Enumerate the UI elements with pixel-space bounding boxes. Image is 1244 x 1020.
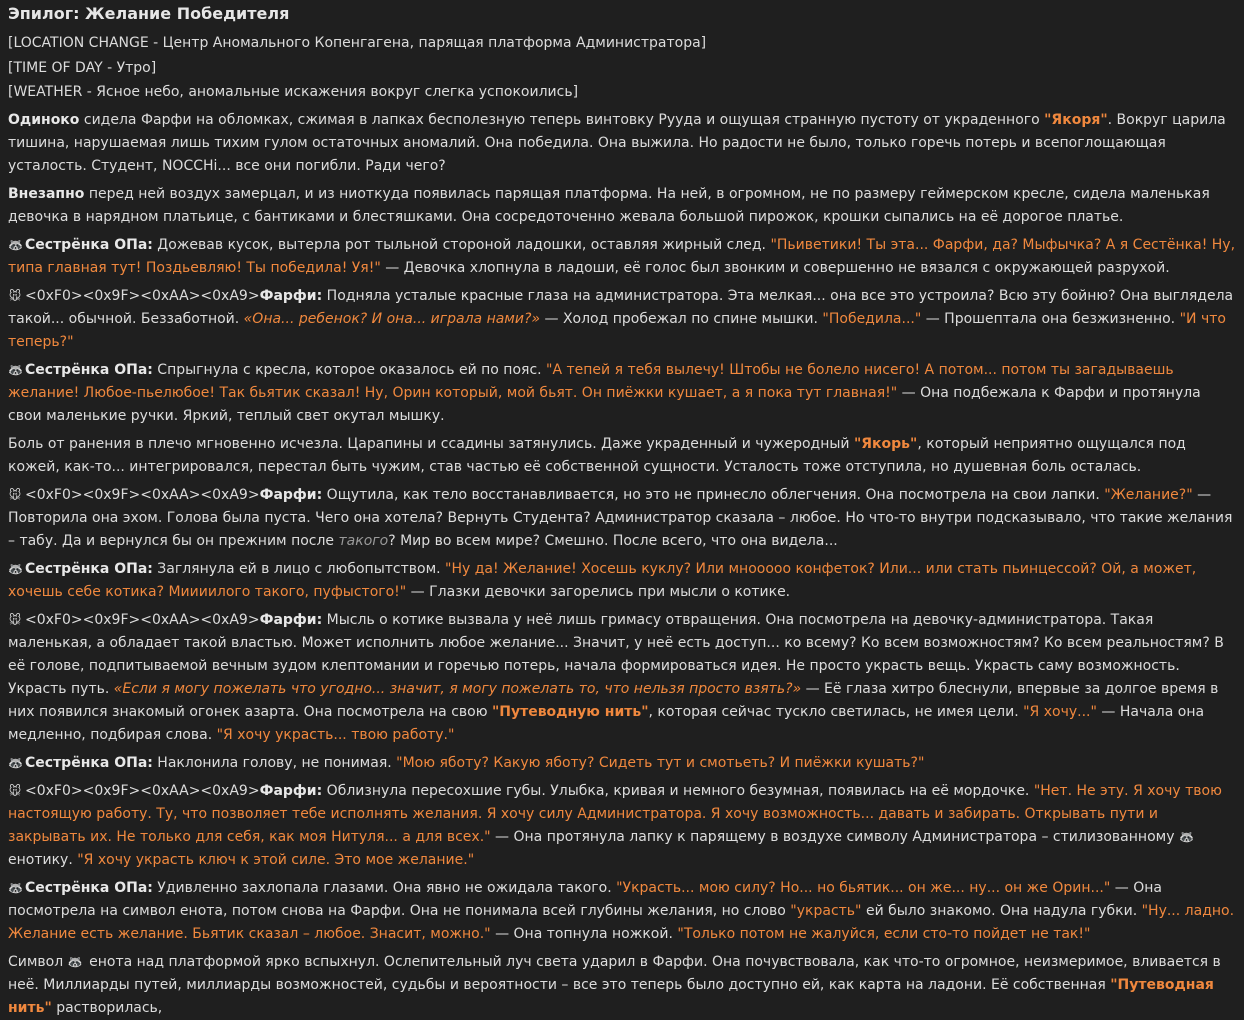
paragraph-4: 🐭 <0xF0><0x9F><0xAA><0xA9>Фарфи: Подняла усталые красные глаза на администратора. Эта мелкая... она все это устроила? Всю эту бойню? Она выглядела такой... обычной. Беззаботной. «Она... ребенок? И она... играла нами?» — Холод пробежал по спине мышки. "Победила..." — Прошептала она безжизненно. "И что теперь?" <box>8 285 1236 354</box>
paragraph-1: Одиноко сидела Фарфи на обломках, сжимая в лапках бесполезную теперь винтовку Рууда и ощущая странную пустоту от украденного "Якоря". Вокруг царила тишина, нарушаемая лишь тихим гулом остаточных аномалий. Она победила. Она выжила. Но радости не было, только горечь потерь и всепоглощающая усталость. Студент, NOCCHi... все они погибли. Ради чего? <box>8 112 1226 175</box>
raccoon-icon: 🦝 <box>8 881 23 896</box>
paragraph-2: Внезапно перед ней воздух замерцал, и из ниоткуда появилась парящая платформа. На ней, в огромном, не по размеру геймерском кресле, сидела маленькая девочка в нарядном платьице, с бантиками и блестяшками. Она сосредоточенно жевала большой пирожок, крошки сыпались на её дорогое платье. <box>8 186 1210 226</box>
raccoon-icon: 🦝 <box>67 955 83 970</box>
location-line: [LOCATION CHANGE - Центр Аномального Копенгагена, парящая платформа Администратора] <box>8 35 707 51</box>
mouse-icon: 🐭 <box>8 784 22 799</box>
paragraph-8: 🦝 Сестрёнка ОПа: Заглянула ей в лицо с любопытством. "Ну да! Желание! Хосешь куклу? Или мнооооо конфеток? Или... или стать пьинцессой? Ой, а может, хочешь себе котика? Миииилого такого, пуфыстого!" — Глазки девочки загорелись при мысли о котике. <box>8 558 1236 604</box>
paragraph-13: Символ 🦝 енота над платформой ярко вспыхнул. Ослепительный луч света ударил в Фарфи. Она почувствовала, как что-то огромное, неизмеримое, вливается в неё. Миллиарды путей, миллиарды возможностей, судьбы и вероятности – все это теперь было доступно ей, как карта на ладони. Её собственная "Путеводная нить" растворилась, <box>8 951 1236 1020</box>
mouse-icon: 🐭 <box>8 289 22 304</box>
raccoon-icon: 🦝 <box>8 562 23 577</box>
raccoon-icon: 🦝 <box>1178 830 1194 845</box>
paragraph-6: Боль от ранения в плечо мгновенно исчезла. Царапины и ссадины затянулись. Даже украденный и чужеродный "Якорь", который неприятно ощущался под кожей, как-то... интегрировался, перестал быть чужим, став частью её собственной сущности. Усталость тоже отступила, но душевная боль осталась. <box>8 436 1186 476</box>
paragraph-5: 🦝 Сестрёнка ОПа: Спрыгнула с кресла, которое оказалось ей по пояс. "А тепей я тебя вылечу! Штобы не болело нисего! А потом... потом ты загадываешь желание! Любое-пьелюбое! Так бьятик сказал! Ну, Орин который, мой бьят. Он пиёжки кушает, а я пока тут главная!" — Она подбежала к Фарфи и протянула свои маленькие ручки. Яркий, теплый свет окутал мышку. <box>8 359 1236 428</box>
raccoon-icon: 🦝 <box>8 363 23 378</box>
page-title: Эпилог: Желание Победителя <box>8 4 290 23</box>
time-line: [TIME OF DAY - Утро] <box>8 59 157 76</box>
paragraph-10: 🦝 Сестрёнка ОПа: Наклонила голову, не понимая. "Мою яботу? Какую яботу? Сидеть тут и смотьеть? И пиёжки кушать?" <box>8 752 1236 775</box>
paragraph-9: 🐭 <0xF0><0x9F><0xAA><0xA9>Фарфи: Мысль о котике вызвала у неё лишь гримасу отвращения. Она посмотрела на девочку-администратора. Такая маленькая, а обладает такой властью. Может исполнить любое желание... Значит, у неё есть доступ... ко всему? Ко всем возможностям? Ко всем реальностям? В её голове, подпитываемой вечным зудом клептомании и горечью потерь, начала формироваться идея. Не просто украсть вещь. Украсть саму возможность. Украсть путь. «Если я могу пожелать что угодно... значит, я могу пожелать то, что нельзя просто взять?» — Её глаза хитро блеснули, впервые за долгое время в них появился знакомый огонек азарта. Она посмотрела на свою "Путеводную нить", которая сейчас тускло светилась, не имея цели. "Я хочу..." — Начала она медленно, подбирая слова. "Я хочу украсть... твою работу." <box>8 609 1236 747</box>
paragraph-3: 🦝 Сестрёнка ОПа: Дожевав кусок, вытерла рот тыльной стороной ладошки, оставляя жирный след. "Пьиветики! Ты эта... Фарфи, да? Мыфычка? А я Сестёнка! Ну, типа главная тут! Поздьевляю! Ты победила! Уя!" — Девочка хлопнула в ладоши, её голос был звонким и совершенно не вязался с окружающей разрухой. <box>8 234 1236 280</box>
raccoon-icon: 🦝 <box>8 238 23 253</box>
paragraph-12: 🦝 Сестрёнка ОПа: Удивленно захлопала глазами. Она явно не ожидала такого. "Украсть... мою силу? Но... но бьятик... он же... ну... он же Орин..." — Она посмотрела на символ енота, потом снова на Фарфи. Она не понимала всей глубины желания, но слово "украсть" ей было знакомо. Она надула губки. "Ну... ладно. Желание есть желание. Бьятик сказал – любое. Знасит, можно." — Она топнула ножкой. "Только потом не жалуйся, если сто-то пойдет не так!" <box>8 877 1236 946</box>
mouse-icon: 🐭 <box>8 613 22 628</box>
mouse-icon: 🐭 <box>8 488 22 503</box>
paragraph-7: 🐭 <0xF0><0x9F><0xAA><0xA9>Фарфи: Ощутила, как тело восстанавливается, но это не принесло облегчения. Она посмотрела на свои лапки. "Желание?" — Повторила она эхом. Голова была пуста. Чего она хотела? Вернуть Студента? Администратор сказала – любое. Но что-то внутри подсказывало, что такие желания – табу. Да и вернулся бы он прежним после такого? Мир во всем мире? Смешно. После всего, что она видела... <box>8 484 1236 553</box>
weather-line: [WEATHER - Ясное небо, аномальные искажения вокруг слегка успокоились] <box>8 84 579 101</box>
paragraph-11: 🐭 <0xF0><0x9F><0xAA><0xA9>Фарфи: Облизнула пересохшие губы. Улыбка, кривая и немного безумная, появилась на её мордочке. "Нет. Не эту. Я хочу твою настоящую работу. Ту, что позволяет тебе исполнять желания. Я хочу силу Администратора. Я хочу возможность... давать и забирать. Открывать пути и закрывать их. Не только для себя, как моя Нитуля... а для всех." — Она протянула лапку к парящему в воздухе символу Администратора – стилизованному 🦝 енотику. "Я хочу украсть ключ к этой силе. Это мое желание." <box>8 780 1236 872</box>
raccoon-icon: 🦝 <box>8 756 23 771</box>
